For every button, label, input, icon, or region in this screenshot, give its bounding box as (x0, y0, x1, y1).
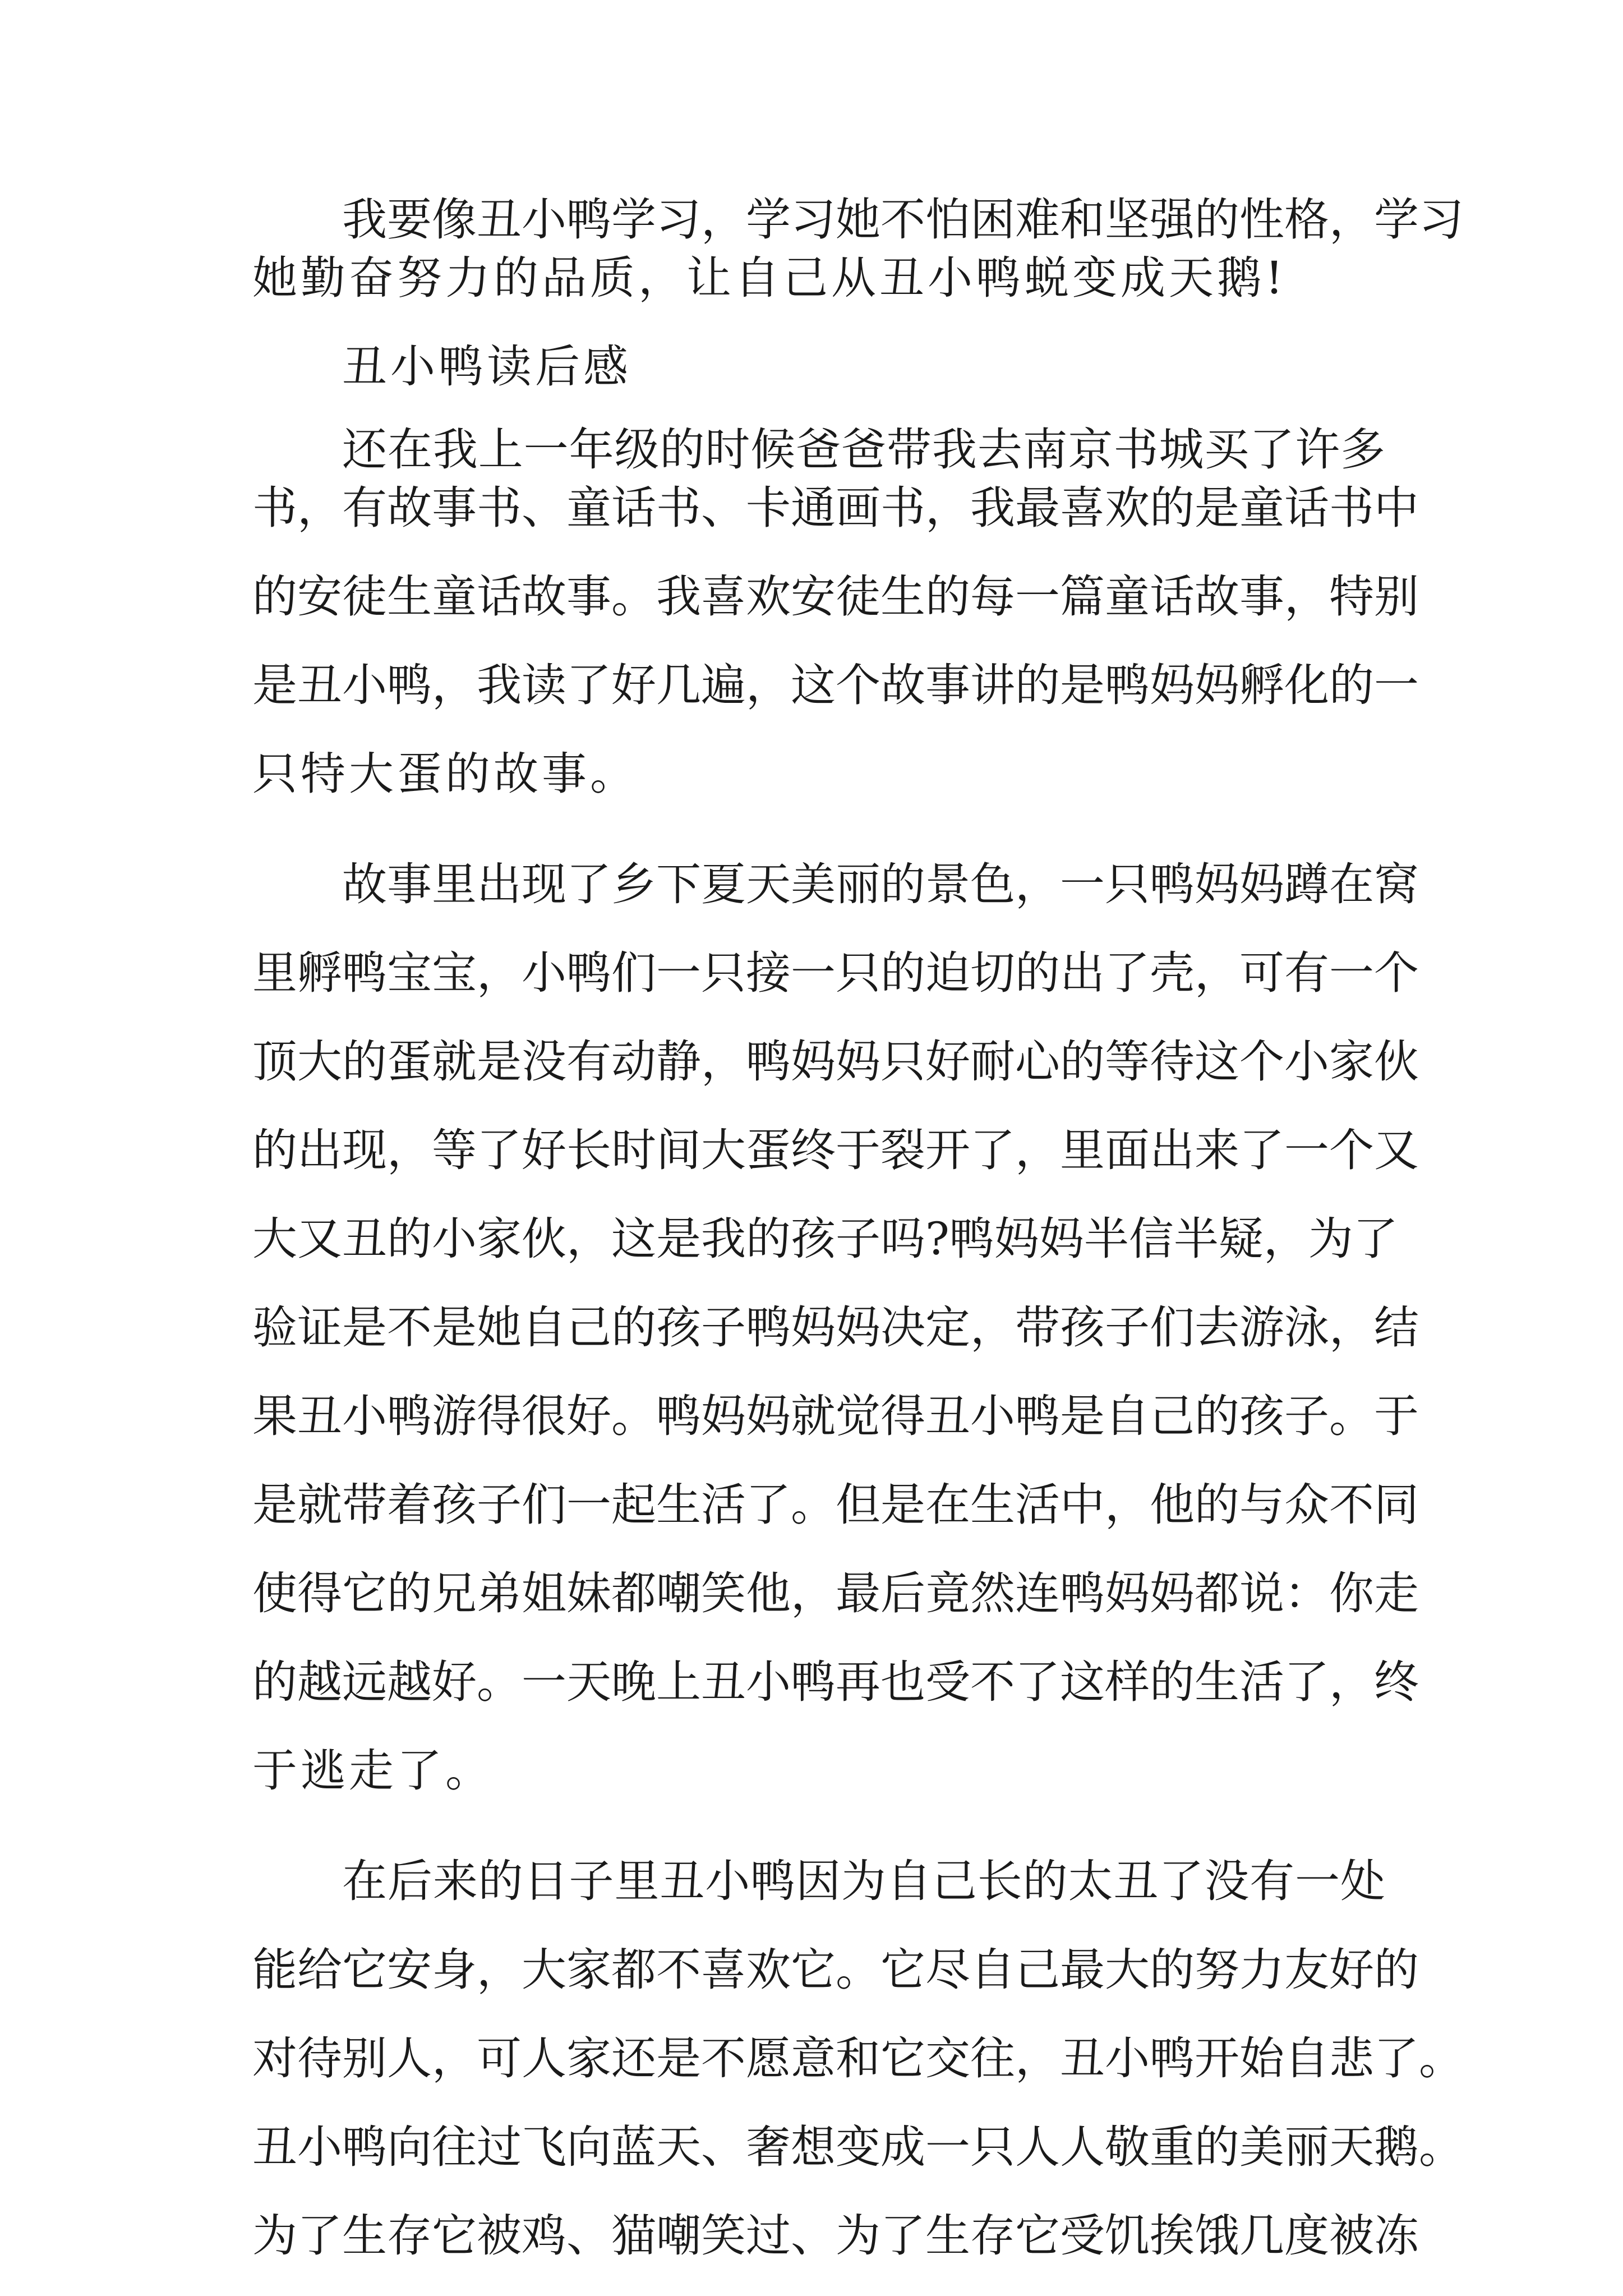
text-line: 里孵鸭宝宝，小鸭们一只接一只的迫切的出了壳，可有一个 (252, 947, 1419, 999)
text-line: 验证是不是她自己的孩子鸭妈妈决定，带孩子们去游泳，结 (252, 1301, 1419, 1354)
text-line: 为了生存它被鸡、猫嘲笑过、为了生存它受饥挨饿几度被冻 (252, 2210, 1419, 2262)
text-line: 于逃走了。 (252, 1745, 494, 1797)
text-line: 故事里出现了乡下夏天美丽的景色，一只鸭妈妈蹲在窝 (342, 858, 1419, 910)
text-line: 的出现，等了好长时间大蛋终于裂开了，里面出来了一个又 (252, 1124, 1419, 1176)
text-line: 大又丑的小家伙，这是我的孩子吗?鸭妈妈半信半疑，为了 (252, 1213, 1398, 1265)
text-line: 能给它安身，大家都不喜欢它。它尽自己最大的努力友好的 (252, 1944, 1419, 1996)
text-line: 是丑小鸭，我读了好几遍，这个故事讲的是鸭妈妈孵化的一 (252, 659, 1419, 711)
text-line: 使得它的兄弟姐妹都嘲笑他，最后竟然连鸭妈妈都说：你走 (252, 1567, 1419, 1619)
text-line: 丑小鸭向往过飞向蓝天、奢想变成一只人人敬重的美丽天鹅。 (252, 2121, 1464, 2173)
text-line: 是就带着孩子们一起生活了。但是在生活中，他的与众不同 (252, 1479, 1419, 1531)
text-line: 果丑小鸭游得很好。鸭妈妈就觉得丑小鸭是自己的孩子。于 (252, 1390, 1419, 1442)
text-line: 对待别人，可人家还是不愿意和它交往，丑小鸭开始自悲了。 (252, 2032, 1464, 2085)
text-line: 我要像丑小鸭学习，学习她不怕困难和坚强的性格，学习 (342, 194, 1464, 246)
text-line: 丑小鸭读后感 (342, 341, 631, 393)
text-line: 还在我上一年级的时候爸爸带我去南京书城买了许多 (342, 424, 1385, 476)
text-line: 只特大蛋的故事。 (252, 748, 638, 800)
text-line: 她勤奋努力的品质，让自己从丑小鸭蜕变成天鹅! (252, 252, 1287, 304)
text-line: 书，有故事书、童话书、卡通画书，我最喜欢的是童话书中 (252, 482, 1419, 534)
text-line: 的越远越好。一天晚上丑小鸭再也受不了这样的生活了，终 (252, 1656, 1419, 1708)
text-line: 在后来的日子里丑小鸭因为自己长的太丑了没有一处 (342, 1855, 1385, 1907)
text-line: 的安徒生童话故事。我喜欢安徒生的每一篇童话故事，特别 (252, 570, 1419, 623)
text-line: 顶大的蛋就是没有动静，鸭妈妈只好耐心的等待这个小家伙 (252, 1036, 1419, 1088)
